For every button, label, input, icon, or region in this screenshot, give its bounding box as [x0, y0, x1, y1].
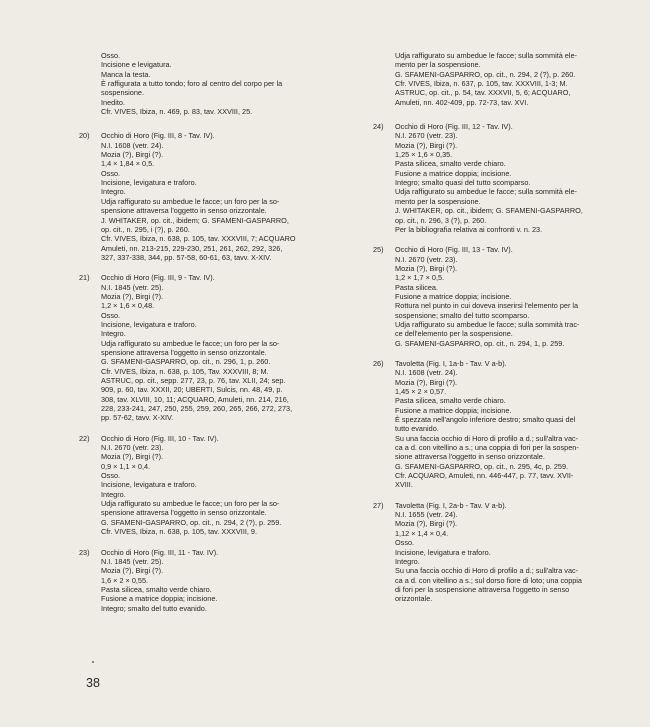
entry-line: ca a d. con vitellino a s.; sul dorso fiore di loto; una coppia — [395, 575, 582, 585]
entry-line: ASTRUC, op. cit., sepp. 277, 23, p. 76, tav. XLII, 24; sep. — [101, 376, 286, 385]
entry-line: Mozia (?), Birgi (?). — [395, 263, 458, 273]
entry-number: 20) — [79, 131, 90, 141]
entry-line: spensione attraversa l'oggetto in senso orizzontale. — [101, 508, 267, 518]
entry-line: G. SFAMENI-GASPARRO, op. cit., n. 294, 2 (?), p. 260. — [395, 69, 576, 79]
catalogue-entry — [373, 359, 631, 490]
entry-line: N.I. 1845 (vetr. 25). — [101, 282, 164, 292]
entry-line: ASTRUC, op. cit., p. 54, tav. XXXVII, 5, 6; ACQUARO, — [395, 88, 571, 98]
entry-line: Mozia (?), Birgi (?). — [101, 150, 164, 160]
page-number: 38 — [86, 676, 100, 690]
catalogue-entry — [79, 434, 337, 537]
entry-line: sospensione; smalto del tutto scomparso. — [395, 310, 530, 320]
entry-line: È raffigurata a tutto tondo; foro al centro del corpo per la — [101, 79, 283, 89]
catalogue-entry — [79, 273, 337, 423]
entry-line: Occhio di Horo (Fig. III, 11 - Tav. IV). — [101, 547, 219, 557]
entry-line: Fusione a matrice doppia; incisione. — [395, 405, 512, 415]
entry-line: 1,6 × 2 × 0,55. — [101, 575, 149, 585]
entry-line: 327, 337-338, 344, pp. 57-58, 60-61, 63, tavv. X-XIV. — [101, 252, 272, 262]
entry-line: sione attraversa l'oggetto in senso orizzontale. — [395, 452, 545, 462]
entry-line: 909, p. 60, tav. XXXII, 20; UBERTI, Sulcis, nn. 48, 49, p. — [101, 385, 283, 395]
entry-line: È spezzata nell'angolo inferiore destro; smalto quasi del — [395, 415, 576, 425]
entry-line: 1,2 × 1,7 × 0,5. — [395, 273, 445, 283]
entry-line: Osso. — [101, 168, 121, 178]
catalogue-entry — [373, 501, 631, 604]
entry-line: Incisione, levigatura e traforo. — [101, 480, 197, 490]
entry-line: N.I. 1608 (vetr. 24). — [395, 368, 458, 378]
entry-line: Udja raffigurato su ambedue le facce; un foro per la so- — [101, 196, 280, 206]
entry-line: mento per la sospensione. — [395, 60, 481, 70]
entry-line: N.I. 2670 (vetr. 23). — [395, 131, 458, 141]
entry-line: 1,4 × 1,84 × 0,5. — [101, 159, 155, 169]
entry-line: spensione attraversa l'oggetto in senso orizzontale. — [101, 347, 267, 357]
entry-line: Inedito. — [101, 97, 125, 107]
entry-line: Integro. — [101, 187, 126, 197]
entry-line: Occhio di Horo (Fig. III, 10 - Tav. IV). — [101, 433, 219, 443]
entry-line: sospensione. — [101, 88, 145, 98]
entry-line: Osso. — [101, 310, 121, 320]
catalogue-entry — [373, 245, 631, 348]
entry-line: Cfr. VIVES, Ibiza, n. 638, p. 105, tav. XXXVIII, 7; ACQUARO — [101, 234, 296, 244]
entry-line: 0,9 × 1,1 × 0,4. — [101, 461, 151, 471]
entry-line: 1,25 × 1,6 × 0,35. — [395, 150, 453, 160]
entry-line: mento per la sospensione. — [395, 196, 481, 206]
entry-line: Cfr. VIVES, Ibiza, n. 637, p. 105, tav. XXXVIII, 1-3; M. — [395, 79, 568, 89]
entry-line: N.I. 1608 (vetr. 24). — [101, 140, 164, 150]
entry-line: di fori per la sospensione attraversa l'oggetto in senso — [395, 584, 570, 594]
entry-line: N.I. 1845 (vetr. 25). — [101, 556, 164, 566]
catalogue-entry-continuation — [373, 51, 631, 107]
entry-line: op. cit., n. 295, i (?), p. 260. — [101, 224, 190, 234]
entry-line: Pasta silicea, smalto verde chiaro. — [395, 396, 506, 406]
entry-number: 23) — [79, 547, 90, 557]
entry-line: ce dell'elemento per la sospensione. — [395, 329, 513, 339]
entry-line: 1,45 × 2 × 0,57. — [395, 387, 447, 396]
entry-line: Occhio di Horo (Fig. III, 8 - Tav. IV). — [101, 131, 215, 141]
entry-line: Occhio di Horo (Fig. III, 12 - Tav. IV). — [395, 122, 513, 132]
entry-line: Per la bibliografia relativa ai confronti v. n. 23. — [395, 224, 543, 234]
entry-line: Integro; smalto del tutto evanido. — [101, 603, 207, 613]
entry-line: N.I. 2670 (vetr. 23). — [101, 443, 164, 453]
entry-line: Integro. — [395, 556, 420, 566]
entry-line: G. SFAMENI-GASPARRO, op. cit., n. 294, 2 (?), p. 259. — [101, 517, 282, 527]
entry-line: Integro. — [101, 329, 126, 339]
entry-line: Osso. — [101, 471, 121, 481]
entry-line: Fusione a matrice doppia; incisione. — [101, 594, 218, 604]
entry-line: Amuleti, nn. 213-215, 229-230, 251, 261, 262, 292, 326, — [101, 243, 283, 253]
entry-line: G. SFAMENI-GASPARRO, op. cit., n. 295, 4c, p. 259. — [395, 461, 569, 471]
entry-line: Udja raffigurato su ambedue le facce; un foro per la so- — [101, 338, 280, 348]
left-column — [79, 51, 337, 624]
entry-line: 1,2 × 1,6 × 0,48. — [101, 301, 155, 311]
entry-line: Pasta silicea, smalto verde chiaro. — [101, 584, 212, 594]
entry-line: Osso. — [395, 538, 415, 548]
entry-line: Fusione a matrice doppia; incisione. — [395, 291, 512, 301]
catalogue-entry-continuation — [79, 51, 337, 116]
entry-line: Pasta silicea, smalto verde chiaro. — [395, 159, 506, 169]
entry-line: Incisione, levigatura e traforo. — [101, 319, 197, 329]
entry-line: Incisione, levigatura e traforo. — [395, 547, 491, 557]
entry-line: Udja raffigurato su ambedue le facce; sulla sommità ele- — [395, 187, 577, 197]
entry-line: Cfr. ACQUARO, Amuleti, nn. 446-447, p. 77, tavv. XVII- — [395, 471, 574, 481]
entry-line: Occhio di Horo (Fig. III, 9 - Tav. IV). — [101, 273, 215, 283]
entry-line: Amuleti, nn. 402-409, pp. 72-73, tav. XVI. — [395, 97, 529, 107]
entry-line: G. SFAMENI-GASPARRO, op. cit., n. 296, 1, p. 260. — [101, 357, 271, 367]
entry-line: Occhio di Horo (Fig. III, 13 - Tav. IV). — [395, 245, 513, 255]
entry-line: 1,12 × 1,4 × 0,4. — [395, 528, 449, 538]
entry-line: J. WHITAKER, op. cit., ibidem; G. SFAMENI-GASPARRO, — [101, 215, 289, 225]
entry-line: orizzontale. — [395, 594, 433, 604]
entry-line: Mozia (?), Birgi (?). — [101, 566, 164, 576]
entry-number: 26) — [373, 358, 384, 368]
catalogue-entry — [373, 122, 631, 234]
entry-line: G. SFAMENI-GASPARRO, op. cit., n. 294, 1, p. 259. — [395, 338, 565, 348]
entry-number: 24) — [373, 122, 384, 132]
entry-line: Mozia (?), Birgi (?). — [395, 140, 458, 150]
catalogue-entry — [79, 548, 337, 613]
entry-line: XVIII. — [395, 480, 413, 490]
entry-line: Osso. — [101, 51, 121, 60]
entry-line: Tavoletta (Fig. I, 2a-b - Tav. V a-b). — [395, 500, 507, 510]
entry-line: Cfr. VIVES, Ibiza, n. 638, p. 105, tav. XXXVIII, 9. — [101, 527, 258, 537]
entry-line: Mozia (?), Birgi (?). — [395, 519, 458, 529]
entry-line: Tavoletta (Fig. I, 1a-b - Tav. V a-b). — [395, 358, 507, 368]
entry-line: op. cit., n. 296, 3 (?), p. 260. — [395, 215, 487, 225]
entry-line: N.I. 2670 (vetr. 23). — [395, 254, 458, 264]
scan-speck — [92, 661, 94, 663]
entry-line: Cfr. VIVES, Ibiza, n. 469, p. 83, tav. XXVIII, 25. — [101, 107, 253, 117]
entry-line: Mozia (?), Birgi (?). — [101, 452, 164, 462]
entry-number: 22) — [79, 433, 90, 443]
entry-line: ca a d. con vitellino a s.; una coppia di fori per la sospen- — [395, 443, 579, 453]
entry-line: J. WHITAKER, op. cit., ibidem; G. SFAMENI-GASPARRO, — [395, 206, 583, 216]
entry-number: 25) — [373, 245, 384, 255]
entry-line: Integro; smalto quasi del tutto scomparso. — [395, 178, 531, 188]
entry-line: Mozia (?), Birgi (?). — [101, 291, 164, 301]
entry-line: Incisione e levigatura. — [101, 60, 172, 70]
entry-line: pp. 57-62, tavv. X-XIV. — [101, 413, 174, 423]
entry-number: 27) — [373, 500, 384, 510]
entry-line: Udja raffigurato su ambedue le facce; sulla sommità trac- — [395, 319, 580, 329]
entry-line: Pasta silicea. — [395, 282, 438, 292]
entry-line: Su una faccia occhio di Horo di profilo a d.; sull'altra vac- — [395, 566, 579, 576]
entry-line: Su una faccia occhio di Horo di profilo a d.; sull'altra vac- — [395, 433, 579, 443]
entry-line: Fusione a matrice doppia; incisione. — [395, 168, 512, 178]
entry-line: Incisione, levigatura e traforo. — [101, 178, 197, 188]
entry-line: Manca la testa. — [101, 69, 151, 79]
entry-line: N.I. 1655 (vetr. 24). — [395, 510, 458, 520]
entry-line: 308, tav. XLVIII, 10, 11; ACQUARO, Amuleti, nn. 214, 216, — [101, 394, 289, 404]
right-column — [373, 51, 631, 615]
entry-line: Cfr. VIVES, Ibiza, n. 638, p. 105, Tav. XXXVIII, 8; M. — [101, 366, 269, 376]
entry-number: 21) — [79, 273, 90, 283]
catalogue-entry — [79, 131, 337, 262]
entry-line: spensione attraversa l'oggetto in senso orizzontale. — [101, 206, 267, 216]
entry-line: tutto evanido. — [395, 424, 439, 434]
entry-line: Integro. — [101, 489, 126, 499]
entry-line: Mozia (?), Birgi (?). — [395, 377, 458, 387]
entry-line: Udja raffigurato su ambedue le facce; sulla sommità ele- — [395, 51, 577, 60]
entry-line: Udja raffigurato su ambedue le facce; un foro per la so- — [101, 499, 280, 509]
entry-line: Rottura nel punto in cui doveva inserirsi l'elemento per la — [395, 301, 579, 311]
entry-line: 228, 233-241, 247, 250, 255, 259, 260, 265, 266, 272, 273, — [101, 404, 293, 414]
